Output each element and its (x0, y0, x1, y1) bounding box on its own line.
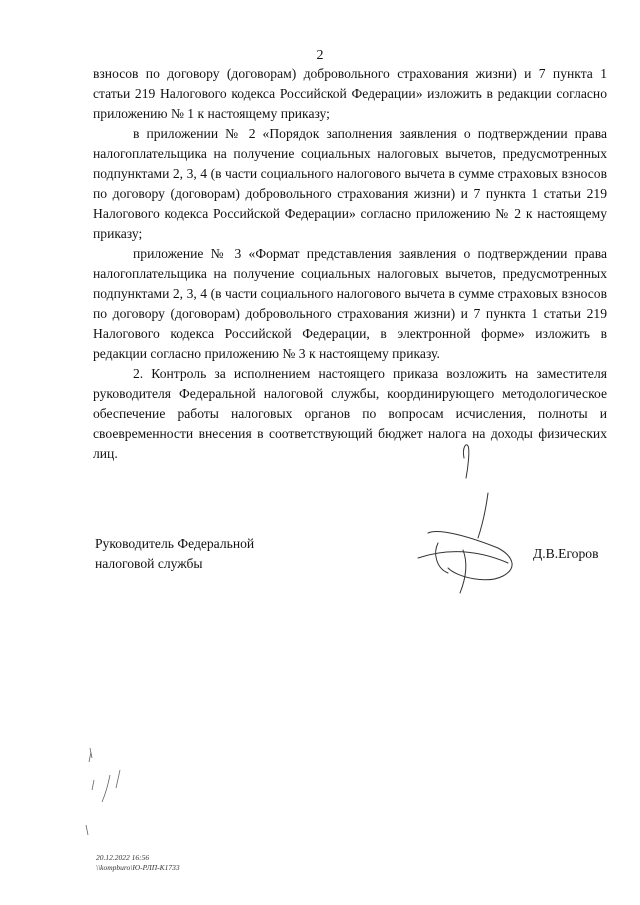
page-number: 2 (316, 48, 324, 63)
signatory-position-line2: налоговой службы (95, 556, 203, 571)
paragraph-3: приложение № 3 «Формат представления заявления о подтверждении права налогоплательщика на получение социальных налоговых вычетов, предусмотренных подпунктами 2, 3, 4 (в части социального налогового вычета в сумме страховых взносов по договору (договорам) добровольного страхования жизни) и 7 пункта 1 статьи 219 Налогового кодекса Российской Федерации, в электронной форме» изложить в редакции согласно приложению № 3 к настоящему приказу. (93, 246, 607, 361)
footer-timestamp: 20.12.2022 16:56 (96, 853, 150, 862)
paragraph-2: в приложении № 2 «Порядок заполнения заявления о подтверждении права налогоплательщика на получение социальных налоговых вычетов, предусмотренных подпунктами 2, 3, 4 (в части социального налогового вычета в сумме страховых взносов по договору (договорам) добровольного страхования жизни) и 7 пункта 1 статьи 219 Налогового кодекса Российской Федерации» согласно приложению № 2 к настоящему приказу; (93, 126, 607, 241)
signatory-position-line1: Руководитель Федеральной (95, 536, 255, 551)
footer-file-ref: \\kompburo\Ю-РЛП-К1733 (96, 863, 180, 872)
margin-marks (80, 740, 140, 840)
paragraph-1: взносов по договору (договорам) добровольного страхования жизни) и 7 пункта 1 статьи 219 Налогового кодекса Российской Федерации» изложить в редакции согласно приложению № 1 к настоящему приказу; (93, 66, 607, 121)
document-body (93, 64, 607, 464)
handwritten-signature (408, 438, 538, 598)
signatory-position (95, 534, 254, 574)
signatory-name: Д.В.Егоров (533, 546, 599, 561)
paragraph-4: 2. Контроль за исполнением настоящего приказа возложить на заместителя руководителя Федеральной налоговой службы, координирующего методологическое обеспечение работы налоговых органов по вопросам исчисления, полноты и своевременности внесения в соответствующий бюджет налога на доходы физических лиц. (93, 366, 607, 461)
document-footer (96, 853, 180, 873)
